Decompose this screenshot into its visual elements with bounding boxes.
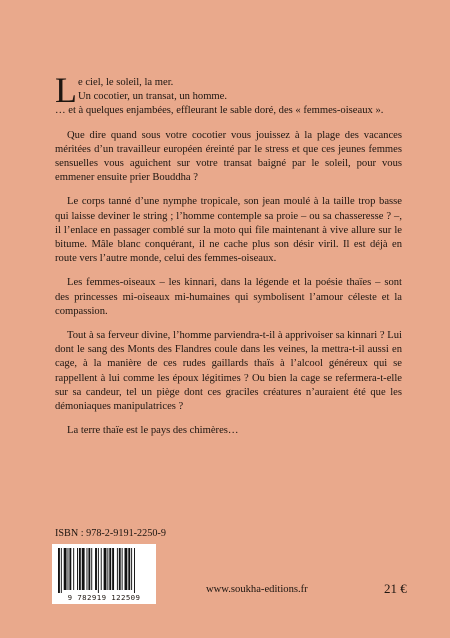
paragraph-5: La terre thaïe est le pays des chimères… (67, 425, 239, 437)
drop-cap: L (55, 70, 77, 110)
intro-line-1: e ciel, le soleil, la mer. (78, 77, 174, 88)
paragraph-2: Le corps tanné d’une nymphe tropicale, son jean moulé à la taille trop basse qui laisse deviner le string ; l’homme contemple sa proie – ou sa chasseresse ? –, il l’enlace en passager comblé sur la moto qui file maintenant à vive allure sur le bitume. Mâle blanc conquérant, il ne cache plus son désir viril. Il est déjà en route vers l’autre monde, celui des femmes-oiseaux. (55, 196, 402, 265)
price: 21 € (384, 581, 407, 596)
blurb-text (55, 70, 402, 448)
isbn-label: ISBN : 978-2-9191-2250-9 (55, 528, 166, 539)
paragraph-4: Tout à sa ferveur divine, l’homme parviendra-t-il à apprivoiser sa kinnari ? Lui dont le sang des Monts des Flandres coule dans les veines, la mettra-t-il aussi en cage, à la manière de ces rudes gaillards thaïs à l’alcool généreux qui se rappellent à lui comme les époux légitimes ? Ou bien la cage se refermera-t-elle sur sa candeur, tel un piège dont ces graciles créatures n’auraient été que les démoniaques manipulatrices ? (55, 330, 402, 413)
paragraph-3: Les femmes-oiseaux – les kinnari, dans la légende et la poésie thaïes – sont des princesses mi-oiseaux mi-humaines qui symbolisent l’amour céleste et la compassion. (55, 277, 402, 317)
barcode-bars-icon (52, 544, 156, 594)
barcode-digits: 9 782919 122509 (67, 593, 141, 602)
intro-line-2: Un cocotier, un transat, un homme. (78, 91, 228, 103)
paragraph-1: Que dire quand sous votre cocotier vous jouissez à la plage des vacances méritées d’un travailleur européen éreinté par le stress et que ces jeunes femmes sensuelles vous aguichent sur votre transat baigné par le soleil, pour vous emmener ensuite prier Bouddha ? (55, 129, 402, 184)
intro-line-3: … et à quelques enjambées, effleurant le sable doré, des « femmes-oiseaux ». (55, 105, 384, 117)
intro-lines (55, 70, 402, 119)
publisher-website[interactable]: www.soukha-editions.fr (206, 584, 308, 595)
barcode (52, 544, 156, 604)
